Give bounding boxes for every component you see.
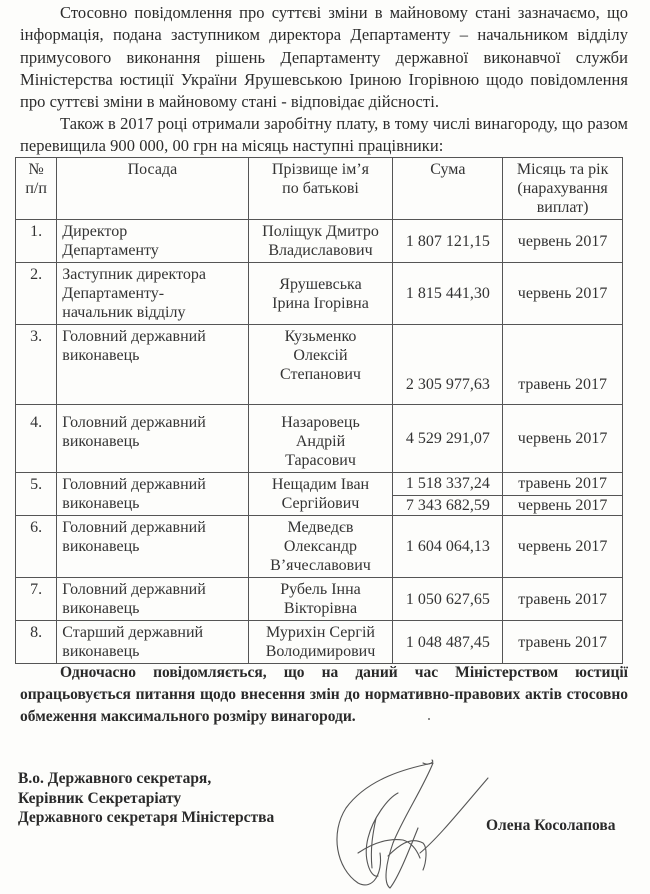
row-name — [248, 405, 393, 473]
position-line: виконавець — [62, 347, 140, 364]
row-month: червень 2017 — [503, 405, 623, 473]
name-line: Сергійович — [281, 495, 360, 512]
row-position — [57, 516, 248, 578]
position-line: Головний державний — [62, 414, 206, 431]
header-name-line2: по батькові — [282, 180, 359, 197]
row-sum: 1 604 064,13 — [393, 516, 503, 578]
position-line: Головний державний — [62, 476, 206, 493]
row-position — [57, 578, 248, 621]
row-sum: 4 529 291,07 — [393, 405, 503, 473]
position-line: начальник відділу — [62, 304, 186, 321]
row-name — [248, 473, 393, 516]
row-name — [248, 325, 393, 405]
row-number: 1. — [16, 220, 57, 263]
row-month: червень 2017 — [503, 220, 623, 263]
closing-paragraph — [20, 662, 628, 728]
name-line: Назаровець — [281, 414, 360, 431]
row-month: травень 2017 — [503, 621, 623, 664]
closing-paragraph-text: Одночасно повідомляється, що на даний час Міністерством юстиції опрацьовується питання щодо внесення змін до нормативно-правових актів стосовно обмеження максимального розміру винагороди. — [20, 664, 628, 725]
row-month: червень 2017 — [503, 516, 623, 578]
row-sum: 1 815 441,30 — [393, 263, 503, 325]
header-month — [503, 158, 623, 220]
name-line: Владиславович — [268, 242, 373, 259]
table-row — [16, 405, 623, 473]
row-name — [248, 263, 393, 325]
header-month-line3: виплат) — [536, 199, 589, 216]
position-line: Головний державний — [62, 581, 206, 598]
header-name — [248, 158, 393, 220]
row-month-june: червень 2017 — [503, 496, 623, 516]
table-row — [16, 220, 623, 263]
row-month: травень 2017 — [503, 578, 623, 621]
header-month-line1: Місяць та рік — [516, 161, 609, 178]
handwritten-signature-icon — [328, 758, 493, 893]
row-position — [57, 220, 248, 263]
header-name-line1: Прізвище ім’я — [271, 161, 370, 178]
position-line: Департаменту — [62, 242, 159, 259]
position-line: виконавець — [62, 495, 140, 512]
signer-title-line1: В.о. Державного секретаря, — [18, 770, 212, 787]
position-line: виконавець — [62, 643, 140, 660]
name-line: Ірина Ігорівна — [272, 294, 369, 312]
position-line: виконавець — [62, 538, 140, 555]
position-line: Головний державний — [62, 519, 206, 536]
name-line: В’ячеславович — [270, 557, 371, 574]
name-line: Тарасович — [285, 452, 356, 469]
row-sum-may: 1 518 337,24 — [393, 473, 503, 496]
header-number-line2: п/п — [25, 180, 47, 197]
row-sum-june: 7 343 682,59 — [393, 496, 503, 516]
name-line: Рубель Інна — [280, 581, 361, 598]
name-line: Вікторівна — [283, 600, 358, 617]
header-number-line1: № — [28, 161, 44, 178]
row-month: червень 2017 — [503, 263, 623, 325]
table-row — [16, 263, 623, 325]
name-line: Степанович — [280, 366, 361, 383]
name-line: Нещадим Іван — [271, 476, 370, 493]
signer-title-line2: Керівник Секретаріату — [18, 789, 182, 807]
intro-paragraph-2 — [20, 113, 628, 158]
name-line: Олексій — [293, 347, 348, 364]
row-position — [57, 263, 248, 325]
row-sum: 2 305 977,63 — [393, 325, 503, 405]
table-row — [16, 578, 623, 621]
table-row — [16, 516, 623, 578]
row-position — [57, 325, 248, 405]
row-number: 7. — [16, 578, 57, 621]
row-name — [248, 621, 393, 664]
position-line: Старший державний — [62, 624, 204, 641]
row-number: 3. — [16, 325, 57, 405]
row-number: 6. — [16, 516, 57, 578]
position-line: Департаменту- — [62, 285, 165, 302]
intro-paragraph-2-text: Також в 2017 році отримали заробітну плату, в тому числі винагороду, що разом перевищила 900 000, 00 грн на місяць наступні працівники: — [20, 114, 628, 156]
table-row — [16, 325, 623, 405]
intro-paragraph-1-text: Стосовно повідомлення про суттєві зміни в майновому стані зазначаємо, що інформація, подана заступником директора Департаменту – начальником відділу примусового виконання рішень Департаменту державної виконавчої служби Міністерства юстиції України Ярушевською Іриною Ігорівною щодо повідомлення про суттєві зміни в майновому стані - відповідає дійсності. — [20, 3, 628, 112]
name-line: Поліщук Дмитро — [262, 223, 379, 240]
row-month: травень 2017 — [503, 325, 623, 405]
row-number: 4. — [16, 405, 57, 473]
row-sum: 1 048 487,45 — [393, 621, 503, 664]
row-sum: 1 050 627,65 — [393, 578, 503, 621]
row-position — [57, 405, 248, 473]
header-sum: Сума — [393, 158, 503, 220]
scan-speck — [428, 718, 430, 720]
signer-title-block — [18, 769, 274, 828]
name-line: Андрій — [295, 433, 346, 450]
row-name — [248, 578, 393, 621]
position-line: Головний державний — [62, 328, 206, 345]
table-row — [16, 473, 623, 496]
row-sum: 1 807 121,15 — [393, 220, 503, 263]
row-position — [57, 621, 248, 664]
signatory-name: Олена Косолапова — [486, 817, 616, 834]
position-line: виконавець — [62, 600, 140, 617]
name-line: Мурихін Сергій — [266, 624, 375, 641]
header-position: Посада — [57, 158, 248, 220]
row-number: 2. — [16, 263, 57, 325]
header-number — [16, 158, 57, 220]
signer-title-line3: Державного секретаря Міністерства — [18, 809, 275, 826]
row-month-may: травень 2017 — [503, 473, 623, 496]
table-row — [16, 621, 623, 664]
name-line: Ярушевська — [279, 275, 362, 293]
position-line: виконавець — [62, 433, 140, 450]
row-name — [248, 220, 393, 263]
name-line: Кузьменко — [284, 328, 357, 345]
position-line: Заступник директора — [62, 266, 206, 283]
payroll-table — [15, 157, 623, 664]
row-name — [248, 516, 393, 578]
row-number: 8. — [16, 621, 57, 664]
intro-paragraph-1 — [20, 2, 628, 113]
name-line: Володимирович — [265, 643, 376, 660]
row-number: 5. — [16, 473, 57, 516]
header-month-line2: (нарахування — [517, 180, 608, 197]
name-line: Олександр — [283, 538, 358, 555]
table-header-row — [16, 158, 623, 220]
position-line: Директор — [62, 223, 128, 240]
name-line: Медведєв — [287, 519, 354, 536]
row-position — [57, 473, 248, 516]
